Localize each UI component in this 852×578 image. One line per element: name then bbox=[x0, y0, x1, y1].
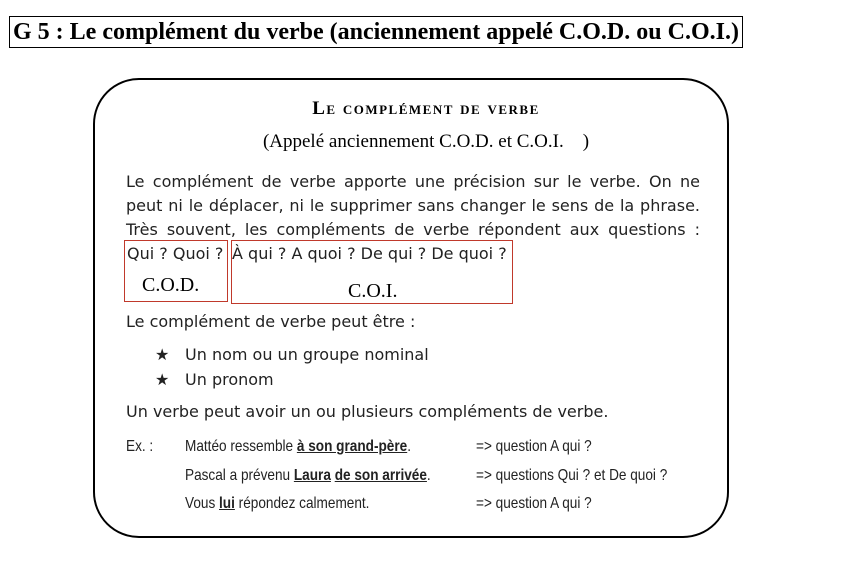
bullet-item-2: Un pronom bbox=[185, 370, 274, 389]
card-title: Le complément de verbe bbox=[312, 98, 540, 119]
page-heading: G 5 : Le complément du verbe (anciennement appelé C.O.D. ou C.O.I.) bbox=[9, 16, 743, 48]
card-subtitle: (Appelé anciennement C.O.D. et C.O.I. ) bbox=[262, 131, 590, 152]
cod-label: C.O.D. bbox=[142, 274, 200, 296]
bullet-item-1: Un nom ou un groupe nominal bbox=[185, 345, 429, 364]
example-answer: => question A qui ? bbox=[476, 438, 592, 455]
can-be-text: Le complément de verbe peut être : bbox=[126, 312, 416, 331]
coi-label: C.O.I. bbox=[348, 280, 398, 302]
example-sentence: Pascal a prévenu Laura de son arrivée. bbox=[185, 467, 431, 484]
paragraph-line-3: Très souvent, les compléments de verbe répondent aux questions : bbox=[126, 220, 700, 239]
example-answer: => questions Qui ? et De quoi ? bbox=[476, 467, 668, 484]
coi-question: À qui ? A quoi ? De qui ? De quoi ? bbox=[232, 244, 507, 263]
multiple-text: Un verbe peut avoir un ou plusieurs compléments de verbe. bbox=[126, 402, 609, 421]
cod-question: Qui ? Quoi ? bbox=[127, 244, 224, 263]
examples-label: Ex. : bbox=[126, 438, 154, 455]
example-answer: => question A qui ? bbox=[476, 495, 592, 512]
example-sentence: Mattéo ressemble à son grand-père. bbox=[185, 438, 411, 455]
star-icon: ★ bbox=[155, 370, 170, 389]
paragraph-line-1: Le complément de verbe apporte une précision sur le verbe. On ne bbox=[126, 172, 700, 191]
star-icon: ★ bbox=[155, 345, 170, 364]
paragraph-line-2: peut ni le déplacer, ni le supprimer sans changer le sens de la phrase. bbox=[126, 196, 700, 215]
example-sentence: Vous lui répondez calmement. bbox=[185, 495, 370, 512]
